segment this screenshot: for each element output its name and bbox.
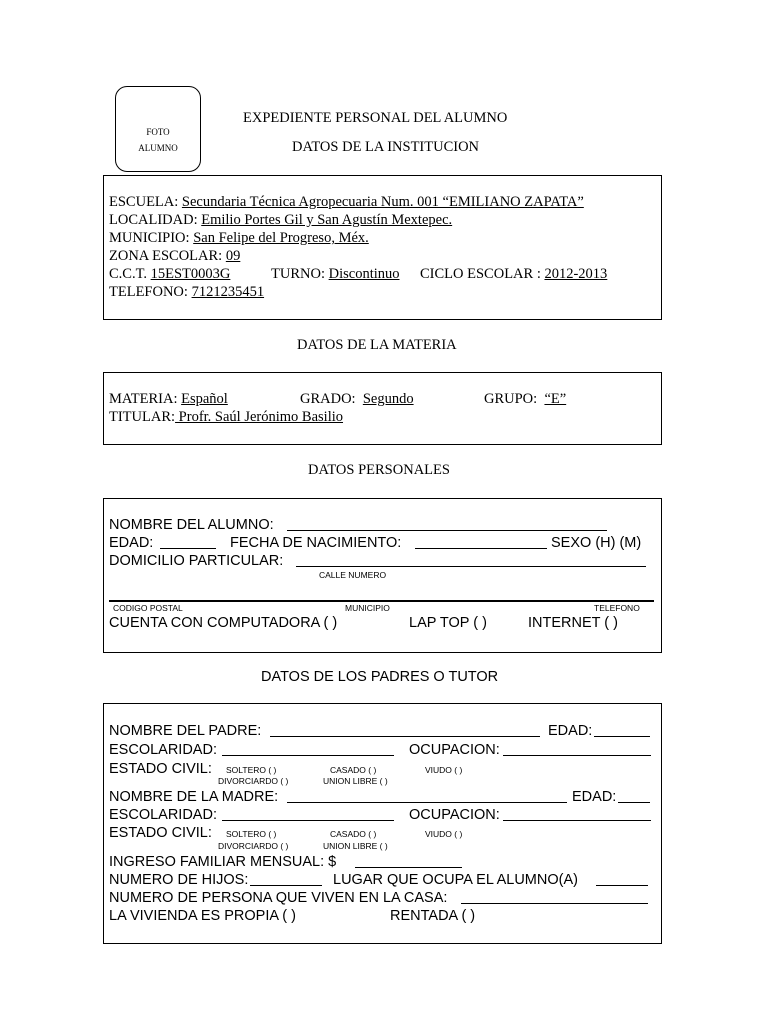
municipio-row (109, 229, 369, 247)
hijos-field[interactable] (250, 885, 322, 886)
grado-row (300, 390, 414, 408)
madre-label: NOMBRE DE LA MADRE: (109, 789, 279, 805)
domicilio-field[interactable] (296, 566, 646, 567)
padre-edad-label: EDAD: (548, 723, 593, 739)
padre-escolaridad-field[interactable] (222, 755, 394, 756)
padre-field[interactable] (270, 736, 540, 737)
telefono-value: 7121235451 (191, 284, 265, 300)
ingreso-field[interactable] (355, 867, 462, 868)
edad-label: EDAD: (109, 535, 154, 551)
localidad-value: Emilio Portes Gil y San Agustín Mextepec. (201, 212, 453, 228)
section-heading-personales: DATOS PERSONALES (308, 462, 450, 478)
cct-row (109, 265, 230, 283)
localidad-row (109, 211, 452, 229)
fecha-label: FECHA DE NACIMIENTO: (230, 535, 402, 551)
localidad-label: LOCALIDAD: (109, 212, 198, 228)
ingreso-label: INGRESO FAMILIAR MENSUAL: $ (109, 854, 337, 870)
edad-field[interactable] (160, 548, 216, 549)
madre-escolaridad-field[interactable] (222, 820, 394, 821)
municipio-label: MUNICIPIO: (109, 230, 190, 246)
madre-ocupacion-field[interactable] (503, 820, 651, 821)
madre-union-option[interactable]: UNION LIBRE ( ) (323, 841, 388, 851)
zona-value: 09 (225, 248, 241, 264)
madre-estado-civil-label: ESTADO CIVIL: (109, 825, 212, 841)
section-heading-institucion: DATOS DE LA INSTITUCION (292, 139, 480, 155)
materia-row (109, 390, 228, 408)
fecha-field[interactable] (415, 548, 547, 549)
internet-option[interactable]: INTERNET ( ) (528, 615, 618, 631)
section-heading-materia: DATOS DE LA MATERIA (297, 337, 457, 353)
computadora-option[interactable]: CUENTA CON COMPUTADORA ( ) (109, 615, 338, 631)
nombre-alumno-row (109, 516, 274, 534)
calle-numero-caption: CALLE NUMERO (319, 570, 387, 580)
padre-viudo-option[interactable]: VIUDO ( ) (425, 765, 463, 775)
vivienda-rentada-option[interactable]: RENTADA ( ) (390, 908, 476, 924)
madre-soltero-option[interactable]: SOLTERO ( ) (226, 829, 277, 839)
domicilio-label: DOMICILIO PARTICULAR: (109, 553, 284, 569)
ciclo-row (420, 265, 607, 283)
photo-label-line2: ALUMNO (138, 143, 178, 153)
titular-value: Profr. Saúl Jerónimo Basilio (175, 409, 344, 425)
turno-label: TURNO: (271, 266, 325, 282)
laptop-option[interactable]: LAP TOP ( ) (409, 615, 487, 631)
zona-label: ZONA ESCOLAR: (109, 248, 223, 264)
madre-ocupacion-label: OCUPACION: (409, 807, 500, 823)
titular-label: TITULAR: (109, 409, 176, 425)
grupo-row (484, 390, 566, 408)
sexo-label[interactable]: SEXO (H) (M) (551, 535, 642, 551)
padre-escolaridad-label: ESCOLARIDAD: (109, 742, 217, 758)
madre-divorciado-option[interactable]: DIVORCIARDO ( ) (218, 841, 289, 851)
municipio-value: San Felipe del Progreso, Méx. (193, 230, 369, 246)
cct-label: C.C.T. (109, 266, 147, 282)
grupo-value: “E” (544, 391, 567, 407)
grado-label: GRADO: (300, 391, 356, 407)
escuela-row (109, 193, 584, 211)
direccion-linea-2[interactable] (109, 600, 654, 602)
madre-casado-option[interactable]: CASADO ( ) (330, 829, 377, 839)
document-title: EXPEDIENTE PERSONAL DEL ALUMNO (243, 110, 508, 126)
madre-field[interactable] (287, 802, 567, 803)
telefono-caption: TELEFONO (594, 603, 640, 613)
materia-value: Español (181, 391, 228, 407)
cct-value: 15EST0003G (150, 266, 231, 282)
lugar-field[interactable] (596, 885, 648, 886)
padre-union-option[interactable]: UNION LIBRE ( ) (323, 776, 388, 786)
ciclo-label: CICLO ESCOLAR : (420, 266, 541, 282)
grado-value: Segundo (362, 391, 414, 407)
lugar-label: LUGAR QUE OCUPA EL ALUMNO(A) (333, 872, 578, 888)
ciclo-value: 2012-2013 (544, 266, 608, 282)
vivienda-propia-option[interactable]: LA VIVIENDA ES PROPIA ( ) (109, 908, 296, 924)
personas-label: NUMERO DE PERSONA QUE VIVEN EN LA CASA: (109, 890, 448, 906)
madre-escolaridad-label: ESCOLARIDAD: (109, 807, 217, 823)
telefono-label: TELEFONO: (109, 284, 188, 300)
section-heading-padres: DATOS DE LOS PADRES O TUTOR (261, 669, 499, 685)
photo-label-line1: FOTO (146, 127, 170, 137)
padre-estado-civil-label: ESTADO CIVIL: (109, 761, 212, 777)
padre-divorciado-option[interactable]: DIVORCIARDO ( ) (218, 776, 289, 786)
madre-edad-label: EDAD: (572, 789, 617, 805)
telefono-row (109, 283, 264, 301)
zona-row (109, 247, 240, 265)
escuela-value: Secundaria Técnica Agropecuaria Num. 001 “EMILIANO ZAPATA” (181, 194, 584, 210)
materia-label: MATERIA: (109, 391, 178, 407)
codigo-postal-caption: CODIGO POSTAL (113, 603, 183, 613)
madre-edad-field[interactable] (618, 802, 650, 803)
titular-row (109, 408, 343, 426)
padre-edad-field[interactable] (594, 736, 650, 737)
nombre-alumno-label: NOMBRE DEL ALUMNO: (109, 517, 274, 533)
padre-label: NOMBRE DEL PADRE: (109, 723, 262, 739)
padre-ocupacion-label: OCUPACION: (409, 742, 500, 758)
hijos-label: NUMERO DE HIJOS: (109, 872, 249, 888)
photo-box (115, 86, 201, 172)
madre-viudo-option[interactable]: VIUDO ( ) (425, 829, 463, 839)
municipio-caption: MUNICIPIO (345, 603, 390, 613)
grupo-label: GRUPO: (484, 391, 538, 407)
padre-casado-option[interactable]: CASADO ( ) (330, 765, 377, 775)
nombre-alumno-field[interactable] (287, 530, 607, 531)
escuela-label: ESCUELA: (109, 194, 179, 210)
personas-field[interactable] (461, 903, 648, 904)
turno-value: Discontinuo (328, 266, 400, 282)
padre-ocupacion-field[interactable] (503, 755, 651, 756)
padre-soltero-option[interactable]: SOLTERO ( ) (226, 765, 277, 775)
turno-row (271, 265, 400, 283)
